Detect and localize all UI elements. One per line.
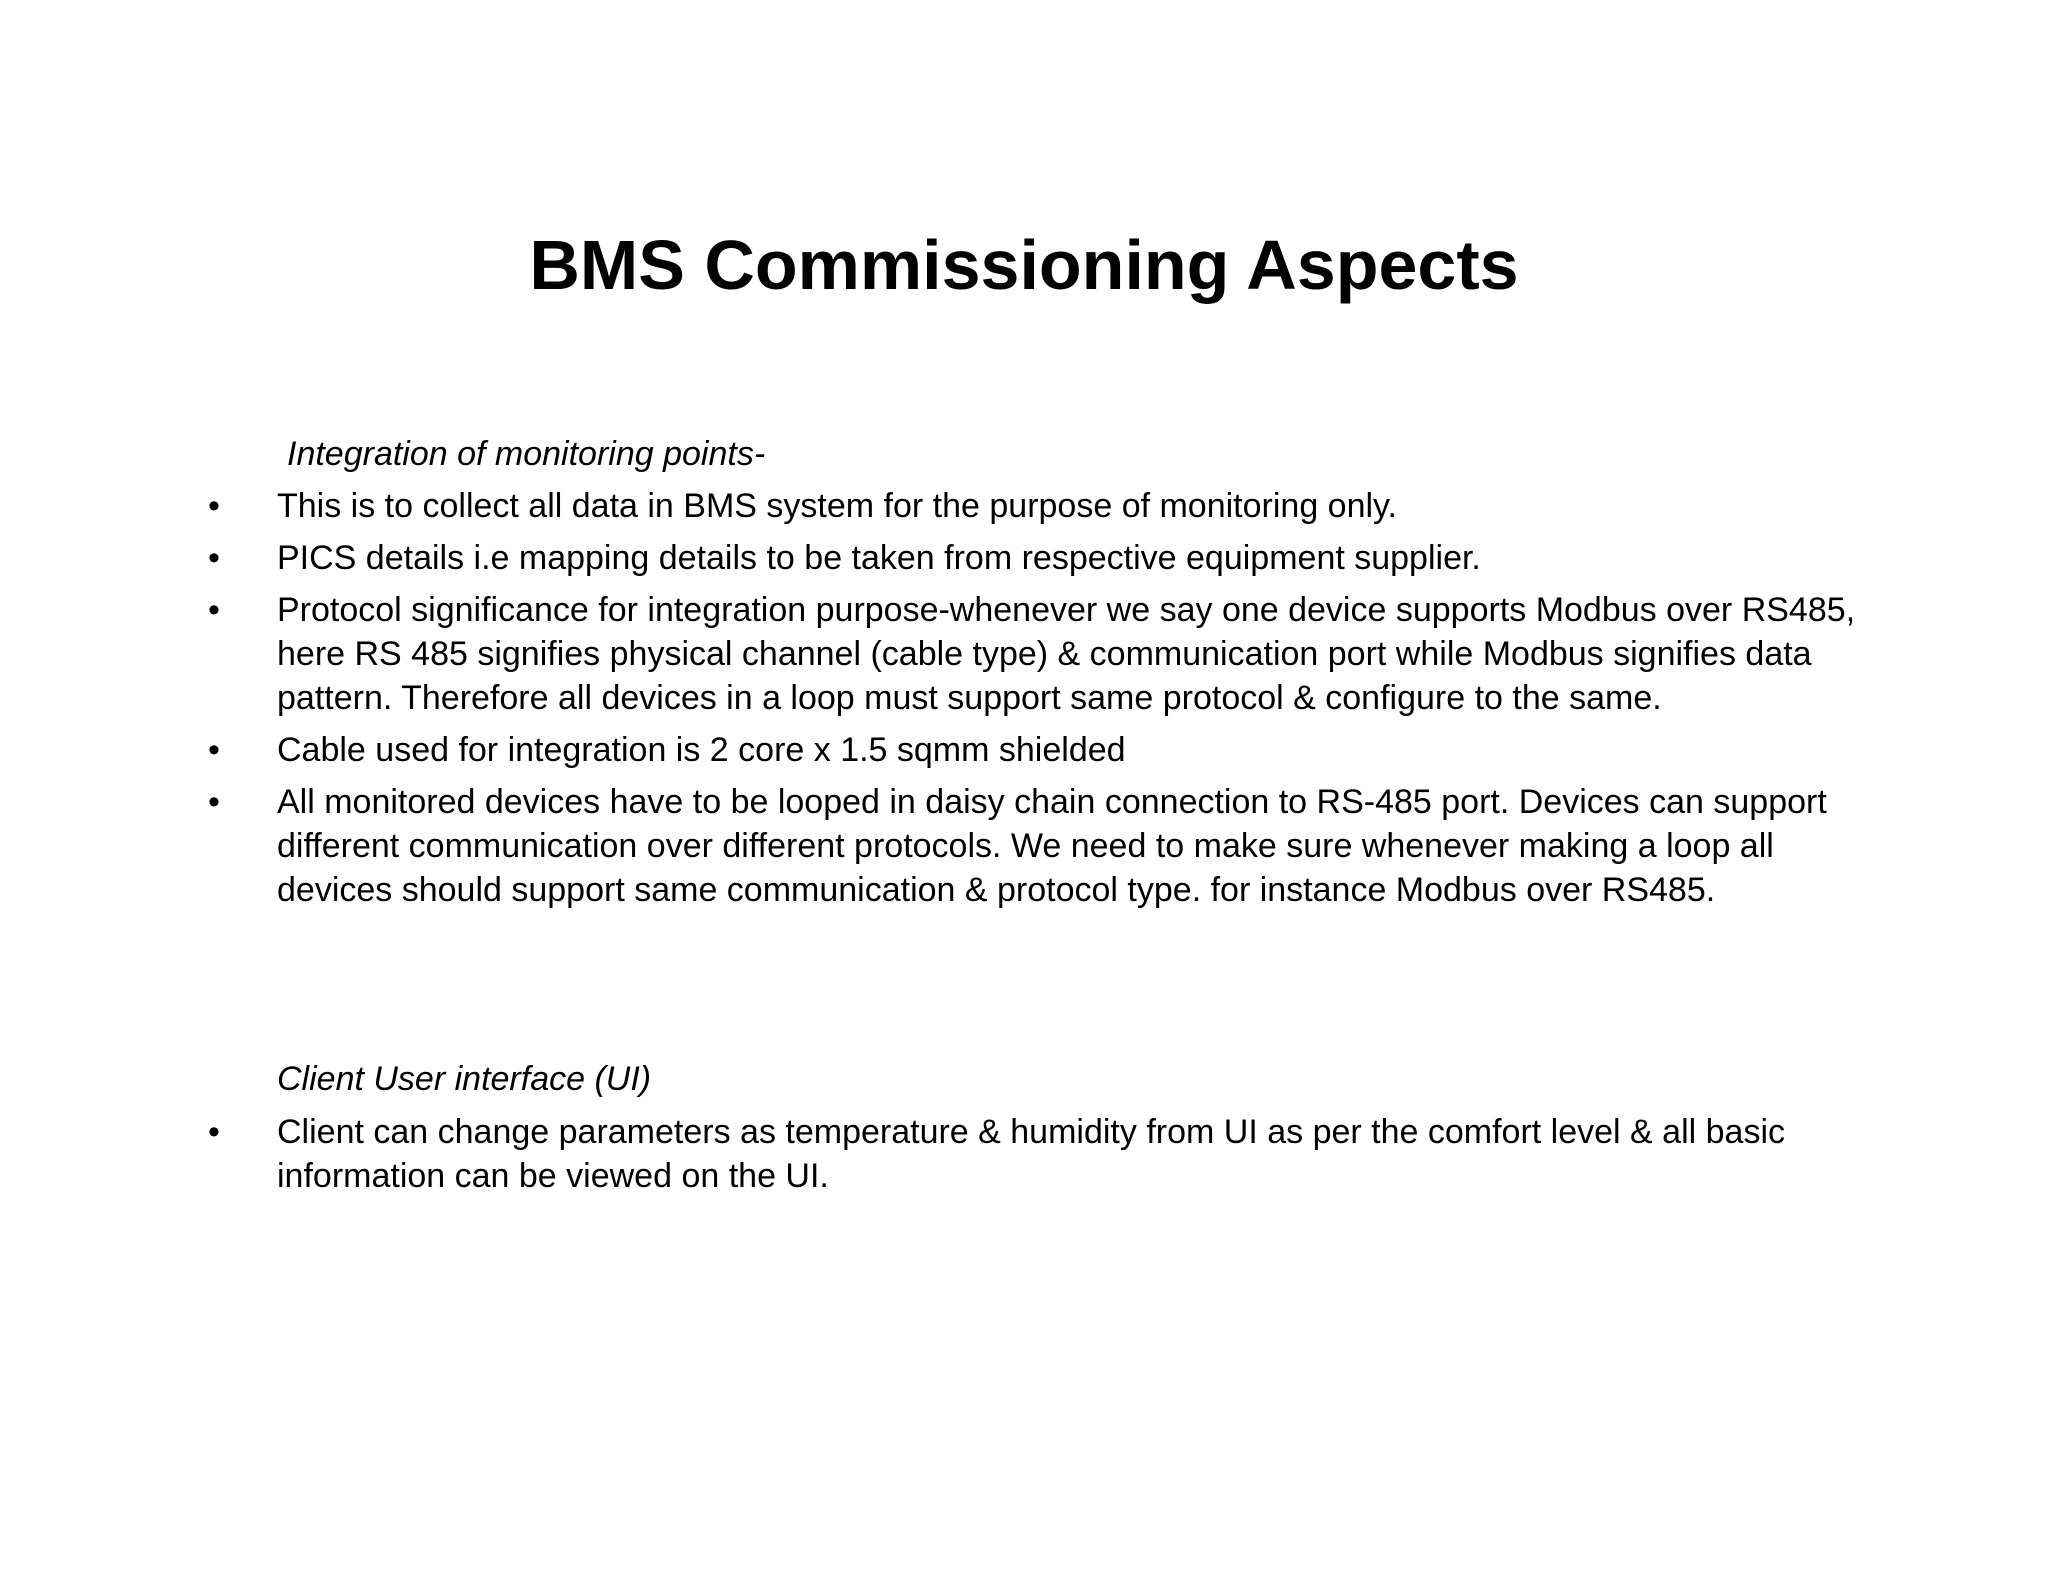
list-item	[0, 588, 1877, 720]
bullet-list-client-ui	[0, 1110, 2048, 1206]
list-item-text: All monitored devices have to be looped in daisy chain connection to RS-485 port. Devices can support different communication over different protocols. We need to make sure whenever making a loop all devices should support same communication & protocol type. for instance Modbus over RS485.	[277, 783, 1827, 909]
bullet-icon: •	[208, 539, 220, 577]
list-item	[0, 728, 1877, 772]
bullet-icon: •	[208, 591, 220, 629]
slide-title: BMS Commissioning Aspects	[529, 226, 1519, 304]
list-item	[0, 536, 1877, 580]
bullet-icon: •	[208, 1113, 220, 1151]
list-item	[0, 780, 1877, 912]
list-item-text: This is to collect all data in BMS system for the purpose of monitoring only.	[277, 487, 1397, 525]
list-item	[0, 1110, 1877, 1198]
list-item-text: Cable used for integration is 2 core x 1.5 sqmm shielded	[277, 731, 1126, 769]
section-heading-integration: Integration of monitoring points-	[287, 435, 766, 473]
bullet-icon: •	[208, 783, 220, 821]
list-item-text: Client can change parameters as temperature & humidity from UI as per the comfort level & all basic information can be viewed on the UI.	[277, 1113, 1786, 1195]
bullet-list-integration	[0, 484, 2048, 920]
list-item	[0, 484, 1877, 528]
list-item-text: Protocol significance for integration purpose-whenever we say one device supports Modbus over RS485, here RS 485 signifies physical channel (cable type) & communication port while Modbus signifies data pattern. Therefore all devices in a loop must support same protocol & configure to the same.	[277, 591, 1856, 717]
list-item-text: PICS details i.e mapping details to be taken from respective equipment supplier.	[277, 539, 1481, 577]
bullet-icon: •	[208, 731, 220, 769]
section-heading-client-ui: Client User interface (UI)	[277, 1060, 652, 1098]
bullet-icon: •	[208, 487, 220, 525]
